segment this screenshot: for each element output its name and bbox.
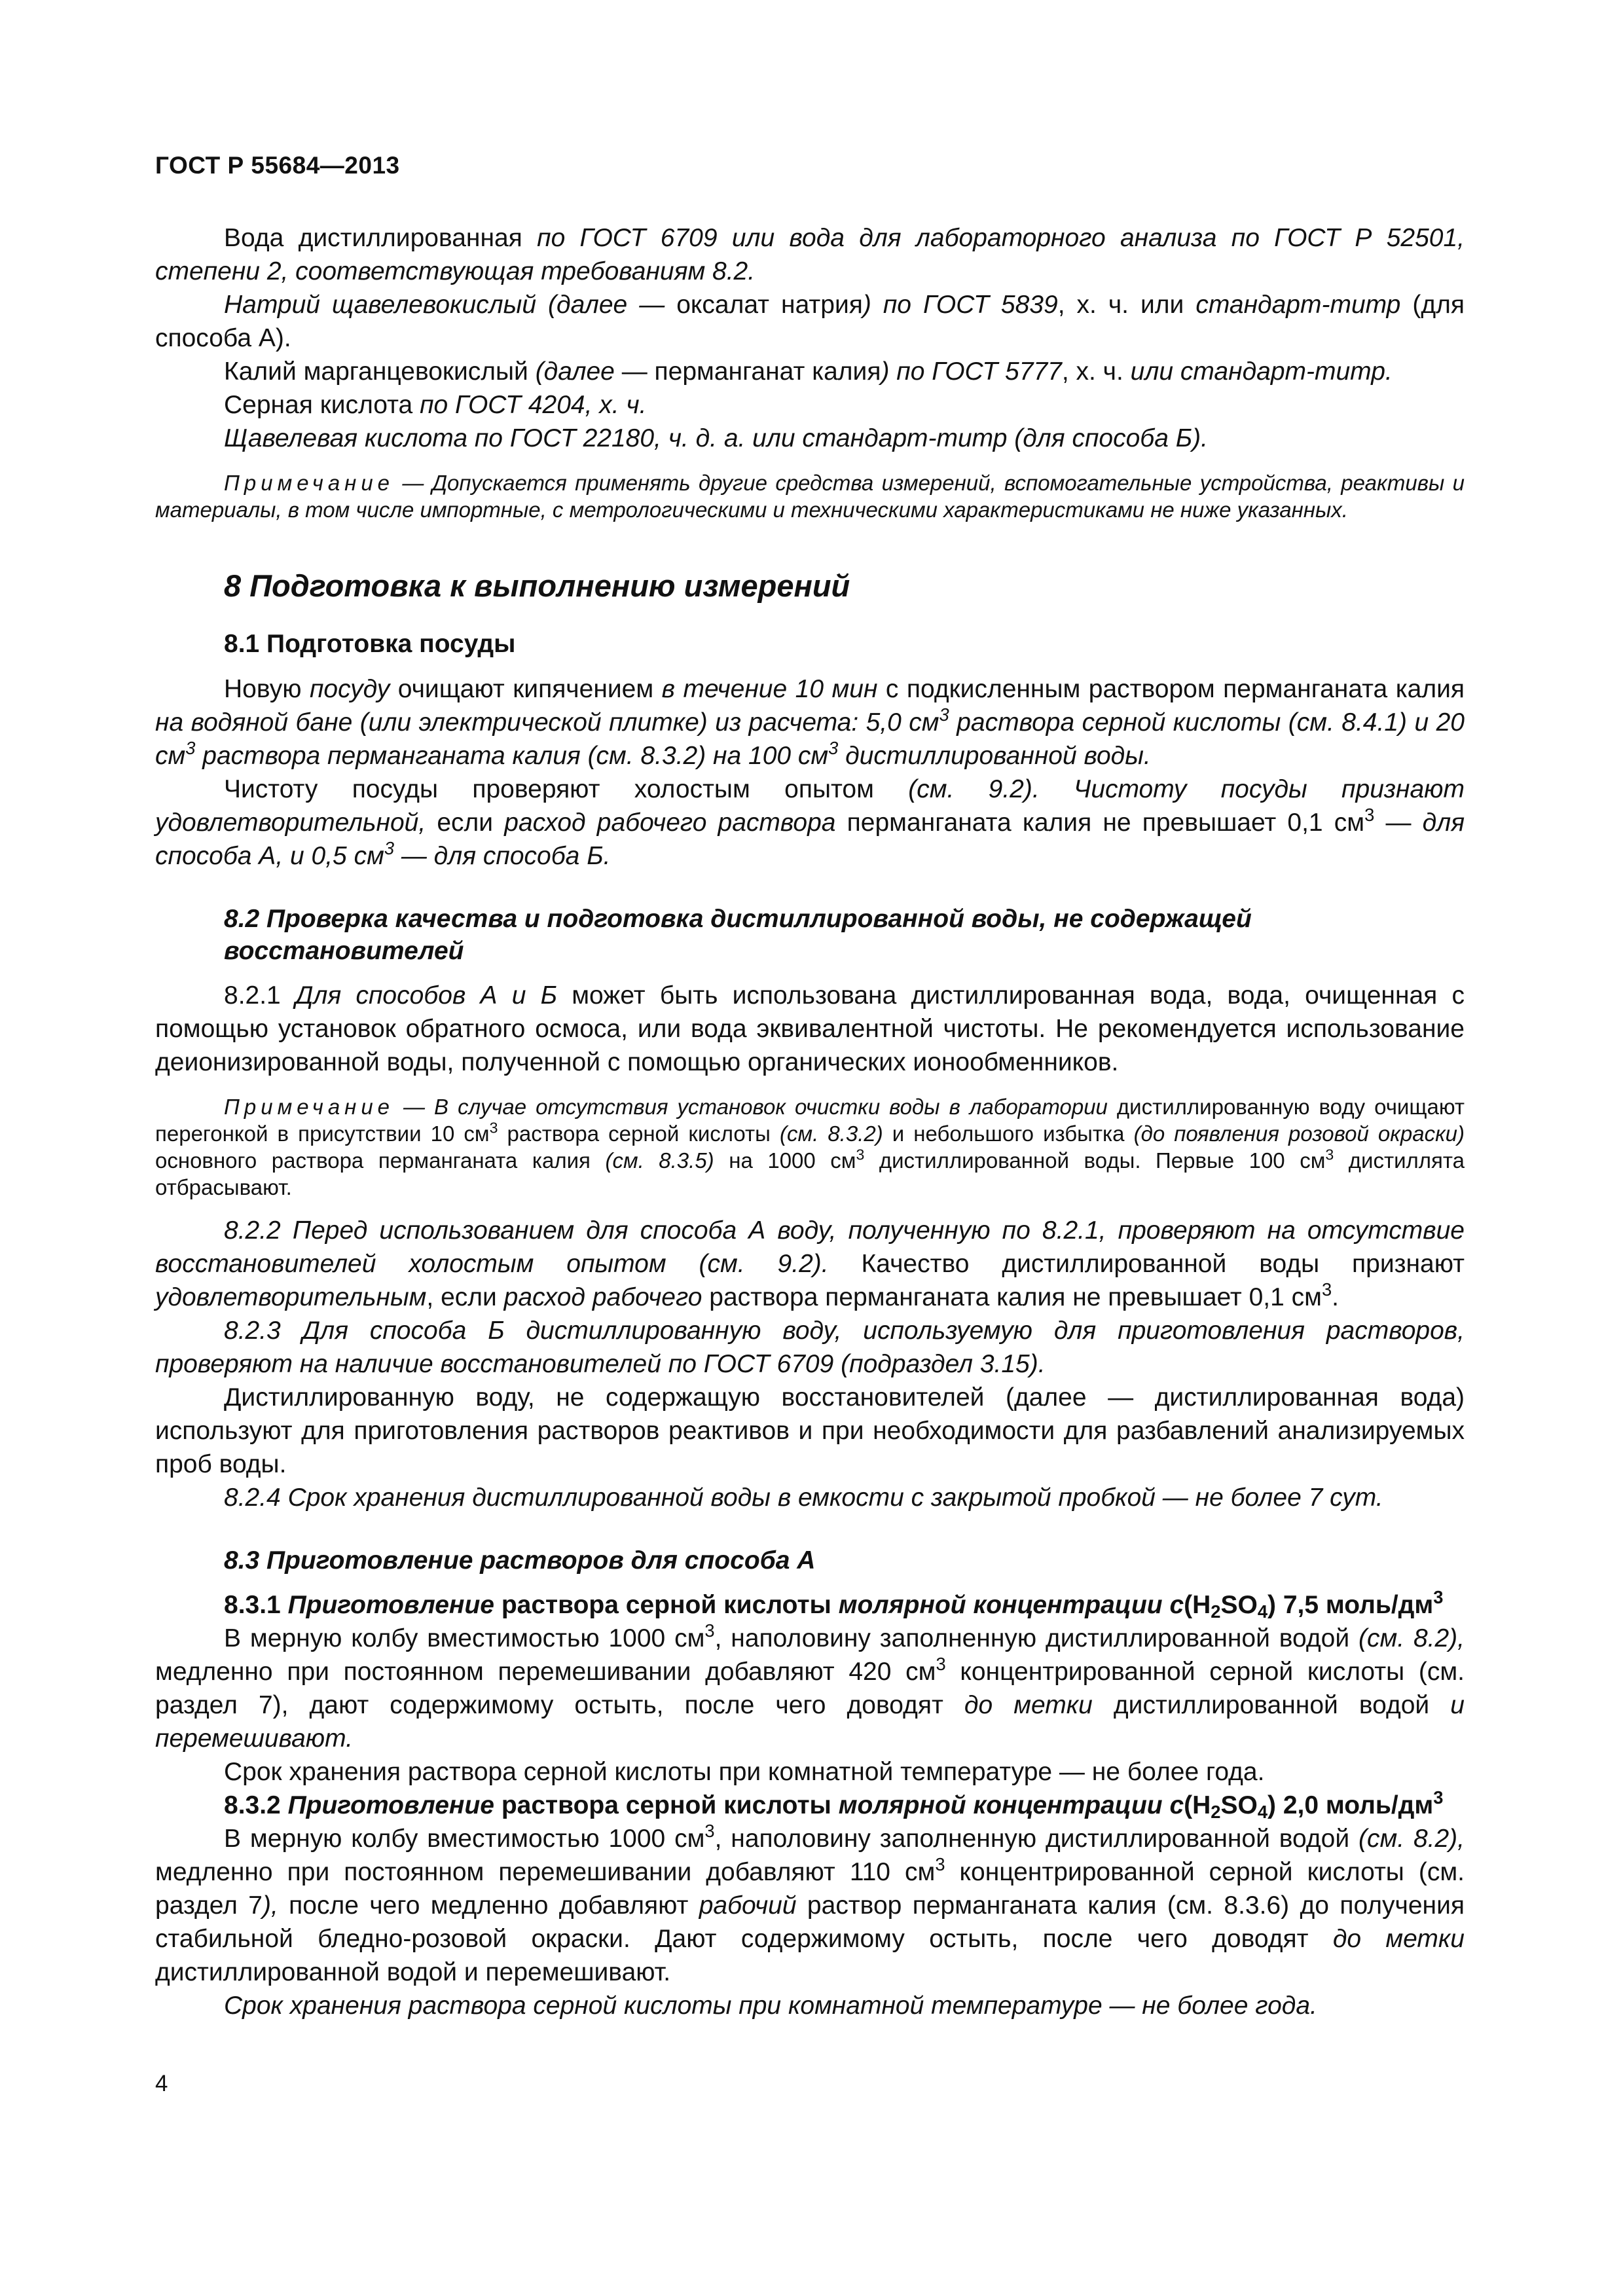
document-header: ГОСТ Р 55684—2013 (155, 152, 400, 179)
section-8-2-title: 8.2 Проверка качества и подготовка дистиллированной воды, не содержащей восстановителей (224, 905, 1252, 965)
section-8-title: 8 Подготовка к выполнению измерений (224, 568, 850, 603)
paragraph-8-3-1: В мерную колбу вместимостью 1000 $см^3$, наполовину заполненную дистиллированной водой (см. 8.2), медленно при постоянном перемешивании добавляют 420 $см^3$ концентрированной серной кислоты (см. раздел 7), дают содержимому остыть, после чего доводят до метки дистиллированной водой и перемешивают. (155, 1620, 1465, 1753)
reagent-oxalic-acid: Щавелевая кислота по ГОСТ 22180, ч. д. а. или стандарт-титр (для способа Б). (224, 424, 1208, 452)
paragraph-8-2-4: 8.2.4 Срок хранения дистиллированной воды в емкости с закрытой пробкой — не более 7 сут. (224, 1484, 1383, 1512)
paragraph-8-3-2: В мерную колбу вместимостью 1000 $см^3$, наполовину заполненную дистиллированной водой (см. 8.2), медленно при постоянном перемешивании добавляют 110 $см^3$ концентрированной серной кислоты (см. раздел 7), после чего медленно добавляют рабочий раствор перманганата калия (см. 8.3.6) до получения стабильной бледно-розовой окраски. Дают содержимому остыть, после чего доводят до метки дистиллированной водой и перемешивают. (155, 1821, 1465, 1986)
document-body (155, 221, 1465, 2022)
note-equipment: Примечание — Допускается применять другие средства измерений, вспомогательные устройства, реактивы и материалы, в том числе импортные, с метрологическими и техническими характеристиками не ниже указанных. (155, 471, 1465, 522)
section-8-3-2-title: 8.3.2 Приготовление раствора серной кислоты молярной концентрации $c(H_2SO_4)$ 2,0 моль/$дм^3$ (224, 1787, 1444, 1822)
paragraph-8-2-1: 8.2.1 Для способов А и Б может быть использована дистиллированная вода, вода, очищенная с помощью установок обратного осмоса, или вода эквивалентной чистоты. Не рекомендуется использование деионизированной воды, полученной с помощью органических ионообменников. (155, 981, 1465, 1076)
page-number: 4 (155, 2071, 168, 2096)
paragraph-8-3-1-storage: Срок хранения раствора серной кислоты при комнатной температуре — не более года. (224, 1758, 1265, 1786)
paragraph-8-3-2-storage: Срок хранения раствора серной кислоты при комнатной температуре — не более года. (224, 1992, 1317, 2020)
reagent-water: Вода дистиллированная по ГОСТ 6709 или вода для лабораторного анализа по ГОСТ Р 52501, степени 2, соответствующая требованиям 8.2. (155, 224, 1465, 285)
reagent-sodium-oxalate: Натрий щавелевокислый (далее — оксалат натрия) по ГОСТ 5839, х. ч. или стандарт-титр (для способа А). (155, 291, 1465, 352)
paragraph-8-2-3-b: Дистиллированную воду, не содержащую восстановителей (далее — дистиллированная вода) используют для приготовления растворов реактивов и при необходимости для разбавлений анализируемых проб воды. (155, 1383, 1465, 1478)
paragraph-8-1-a: Новую посуду очищают кипячением в течение 10 мин с подкисленным раствором перманганата калия на водяной бане (или электрической плитке) из расчета: 5,0 $см^3$ раствора серной кислоты (см. 8.4.1) и 20 $см^3$ раствора перманганата калия (см. 8.3.2) на 100 $см^3$ дистиллированной воды. (155, 675, 1465, 770)
reagent-permanganate: Калий марганцевокислый (далее — перманганат калия) по ГОСТ 5777, х. ч. или стандарт-титр. (224, 357, 1393, 386)
note-distilled-water: Примечание — В случае отсутствия установок очистки воды в лаборатории дистиллированную воду очищают перегонкой в присутствии 10 $см^3$ раствора серной кислоты (см. 8.3.2) и небольшого избытка (до появления розовой окраски) основного раствора перманганата калия (см. 8.3.5) на 1000 $см^3$ дистиллированной воды. Первые 100 $см^3$ дистиллята отбрасывают. (155, 1095, 1465, 1199)
paragraph-8-2-3: 8.2.3 Для способа Б дистиллированную воду, используемую для приготовления растворов, проверяют на наличие восстановителей по ГОСТ 6709 (подраздел 3.15). (155, 1317, 1465, 1378)
paragraph-8-1-b: Чистоту посуды проверяют холостым опытом (см. 9.2). Чистоту посуды признают удовлетворительной, если расход рабочего раствора перманганата калия не превышает 0,1 $см^3$ — для способа А, и 0,5 $см^3$ — для способа Б. (155, 775, 1465, 870)
paragraph-8-2-2: 8.2.2 Перед использованием для способа А воду, полученную по 8.2.1, проверяют на отсутствие восстановителей холостым опытом (см. 9.2). Качество дистиллированной воды признают удовлетворительным, если расход рабочего раствора перманганата калия не превышает 0,1 $см^3$. (155, 1216, 1465, 1311)
section-8-3-1-title: 8.3.1 Приготовление раствора серной кислоты молярной концентрации $c(H_2SO_4)$ 7,5 моль/$дм^3$ (224, 1587, 1444, 1622)
section-8-3-title: 8.3 Приготовление растворов для способа А (224, 1546, 816, 1575)
section-8-1-title: 8.1 Подготовка посуды (224, 630, 516, 658)
reagent-sulfuric-acid: Серная кислота по ГОСТ 4204, х. ч. (224, 391, 647, 419)
